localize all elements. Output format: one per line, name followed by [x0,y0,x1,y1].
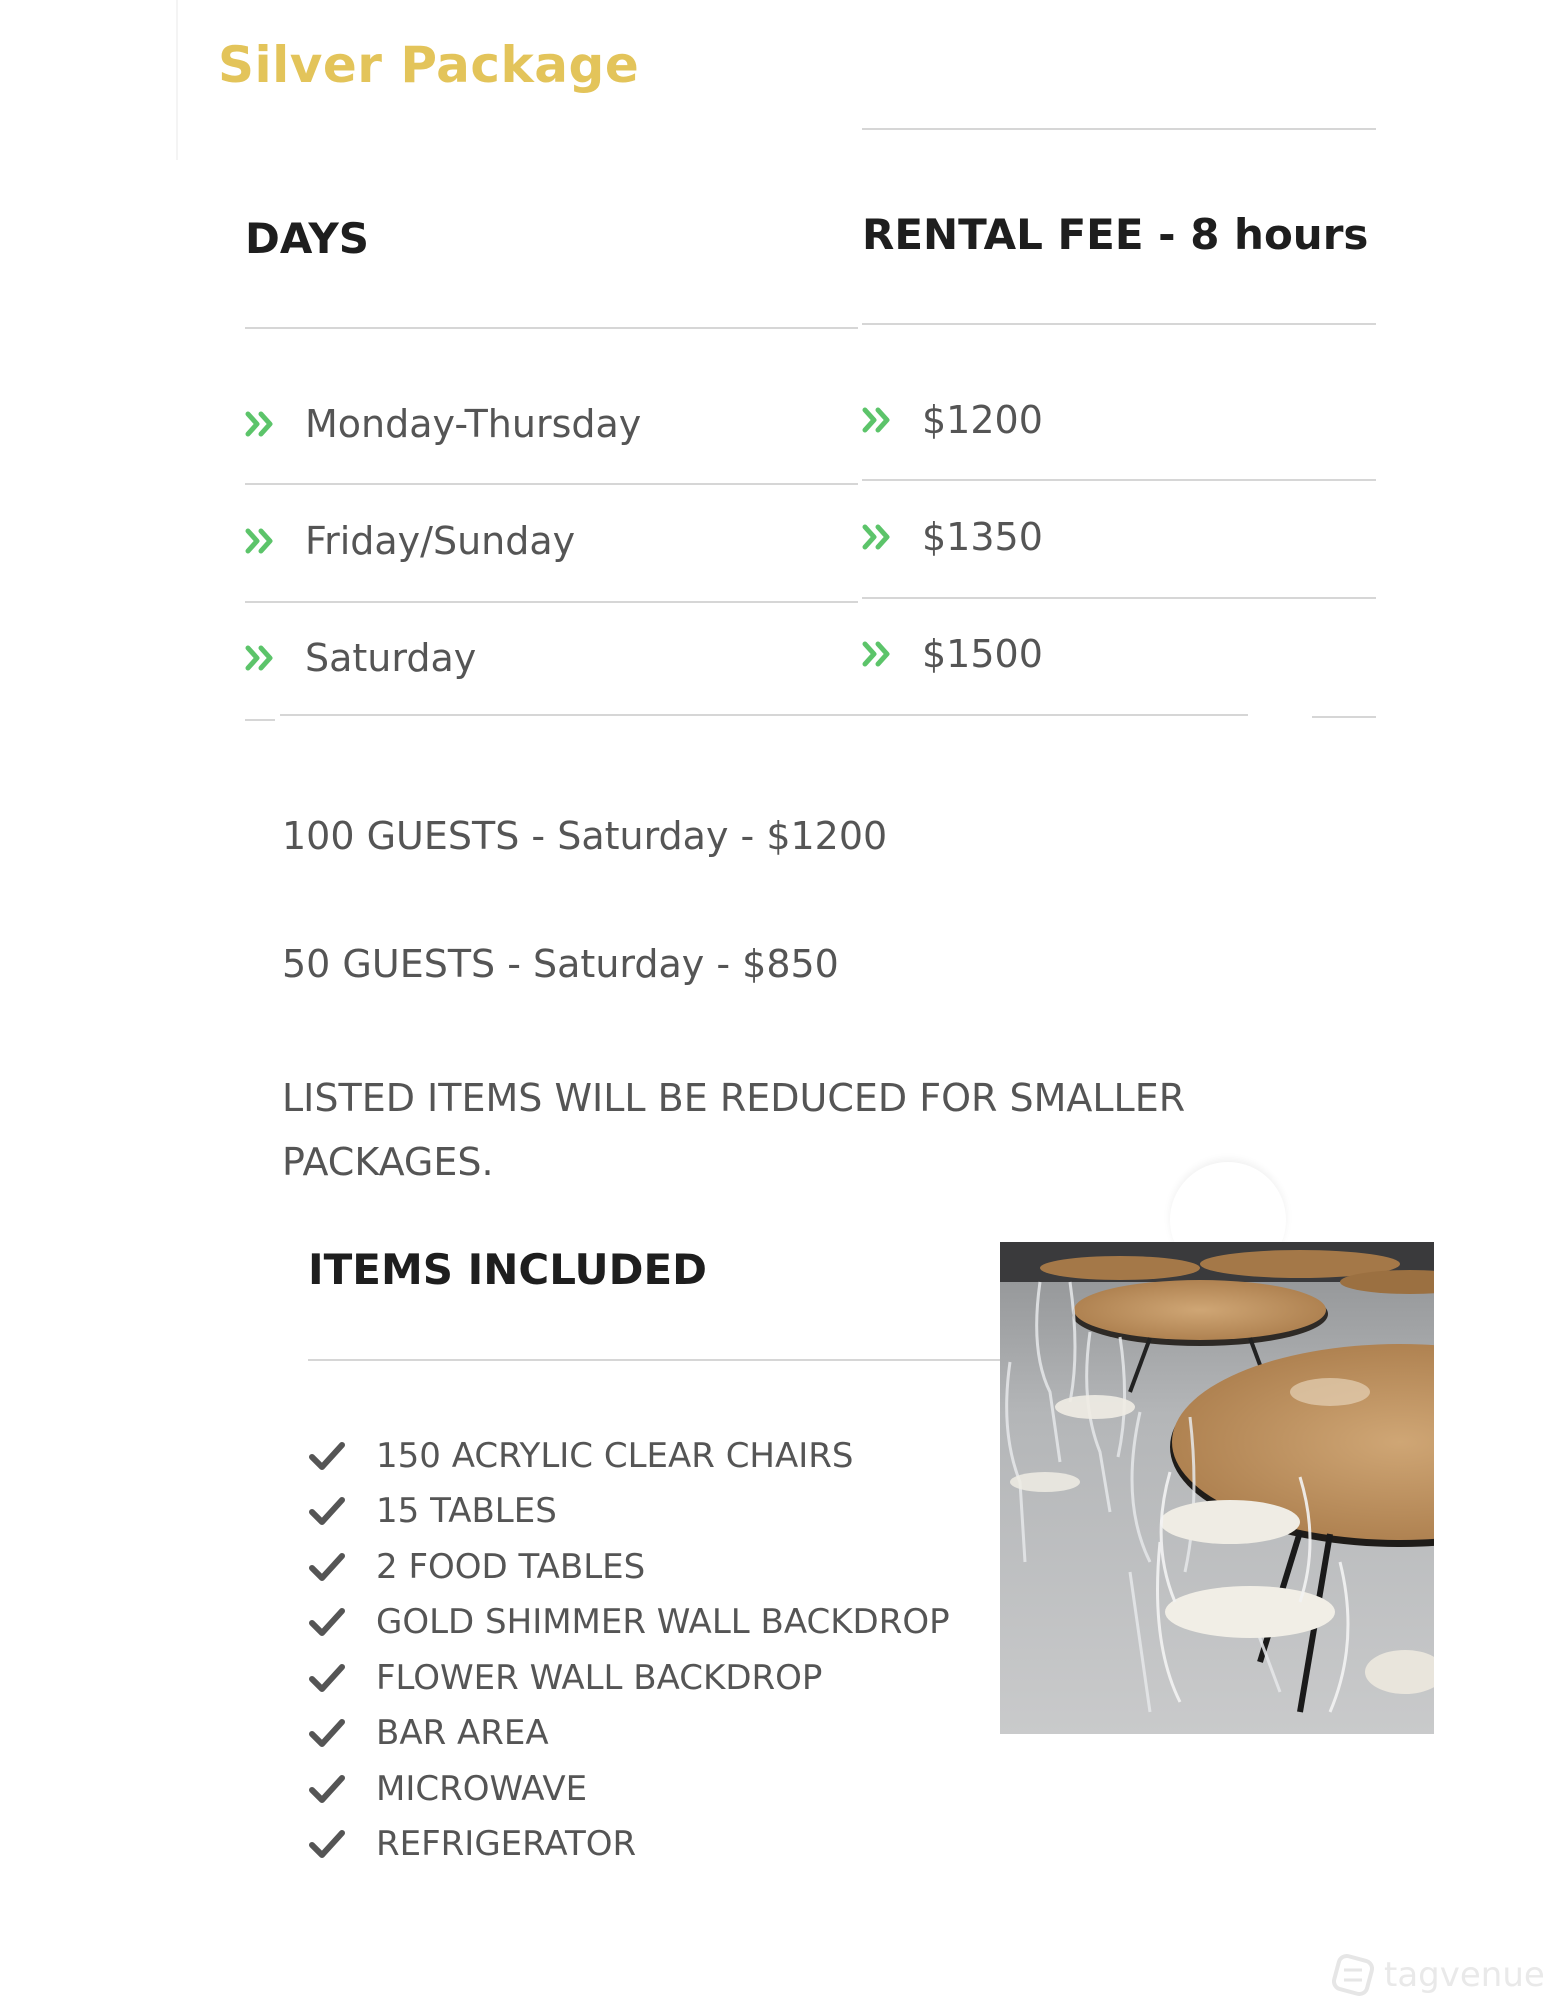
items-heading-divider [308,1359,1002,1361]
day-label: Saturday [305,636,477,680]
watermark-text: tagvenue [1384,1955,1545,1995]
note-100-guests: 100 GUESTS - Saturday - $1200 [282,814,888,858]
checkmark-icon [308,1717,346,1749]
day-row-monday-thursday [245,402,641,446]
double-chevron-right-icon [245,642,277,674]
venue-photo [1000,1242,1434,1734]
items-list [308,1428,950,1872]
checkmark-icon [308,1773,346,1805]
row-divider [862,479,1376,481]
list-item [308,1817,950,1873]
item-label: MICROWAVE [376,1768,588,1809]
page-edge-border [176,0,178,160]
fee-row-saturday [862,632,1043,676]
checkmark-icon [308,1495,346,1527]
item-label: BAR AREA [376,1713,549,1754]
row-divider [245,719,275,721]
checkmark-icon [308,1440,346,1472]
note-50-guests: 50 GUESTS - Saturday - $850 [282,942,839,986]
table-bottom-divider [280,714,1248,716]
list-item [308,1761,950,1817]
package-title: Silver Package [218,36,640,94]
double-chevron-right-icon [862,638,894,670]
day-label: Friday/Sunday [305,519,576,563]
list-item [308,1484,950,1540]
day-row-saturday [245,636,476,680]
row-divider [1312,716,1376,718]
days-header-divider [245,327,858,329]
item-label: REFRIGERATOR [376,1824,637,1865]
fee-row-friday-sunday [862,515,1043,559]
list-item [308,1539,950,1595]
item-label: 150 ACRYLIC CLEAR CHAIRS [376,1435,854,1476]
double-chevron-right-icon [245,408,277,440]
checkmark-icon [308,1551,346,1583]
fee-value: $1500 [922,632,1043,676]
list-item [308,1706,950,1762]
fee-row-monday-thursday [862,398,1043,442]
tagvenue-watermark [1330,1952,1545,1998]
checkmark-icon [308,1662,346,1694]
fee-value: $1200 [922,398,1043,442]
fee-header-divider [862,323,1376,325]
item-label: 15 TABLES [376,1491,557,1532]
fee-value: $1350 [922,515,1043,559]
days-column-header: DAYS [245,214,370,263]
items-included-heading: ITEMS INCLUDED [308,1245,708,1294]
row-divider [245,483,858,485]
row-divider [862,597,1376,599]
rental-fee-column-header: RENTAL FEE - 8 hours [862,210,1369,259]
item-label: GOLD SHIMMER WALL BACKDROP [376,1602,950,1643]
fee-header-top-divider [862,128,1376,130]
day-row-friday-sunday [245,519,575,563]
list-item [308,1595,950,1651]
list-item [308,1428,950,1484]
day-label: Monday-Thursday [305,402,642,446]
venue-photo-illustration [1000,1242,1434,1734]
tagvenue-logo-icon [1330,1952,1376,1998]
double-chevron-right-icon [862,521,894,553]
checkmark-icon [308,1828,346,1860]
item-label: FLOWER WALL BACKDROP [376,1657,823,1698]
row-divider [245,601,858,603]
checkmark-icon [308,1606,346,1638]
note-reduced-items: LISTED ITEMS WILL BE REDUCED FOR SMALLER PACKAGES. [282,1076,1186,1184]
double-chevron-right-icon [862,404,894,436]
list-item [308,1650,950,1706]
item-label: 2 FOOD TABLES [376,1546,646,1587]
double-chevron-right-icon [245,525,277,557]
